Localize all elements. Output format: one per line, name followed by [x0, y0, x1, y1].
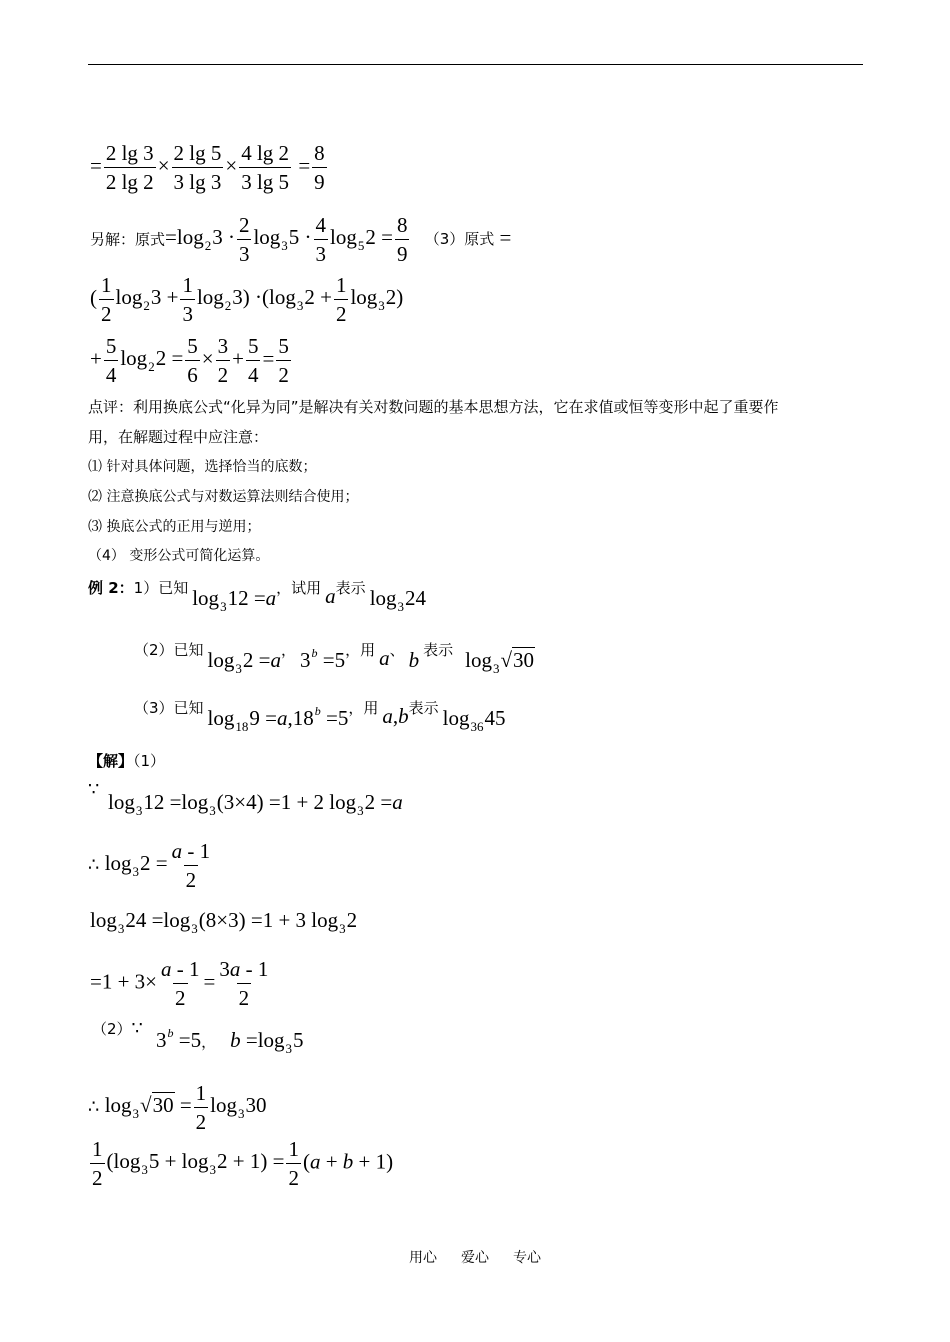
- part-3-label: （3）原式: [424, 230, 495, 249]
- equation-line-2: 另解：原式$=\log_23$ · $\frac{2}{3}$ $\log_35$ · $\frac{4}{3}$ $\log_52$ = $\frac{8}{9}$ （3）原式 =: [90, 213, 512, 266]
- solution-line-6: $\frac{1}{2}$ $(\log_35 + \log_32 + 1)$ = $\frac{1}{2}$ (a + b + 1): [92, 1137, 394, 1190]
- solution-line-3: $\log_324 =\log_3(8\times 3) =1 + 3$ $\log_32$: [90, 908, 358, 936]
- fraction: $\frac{4 \lg 2}{3 \lg 5}$: [241, 141, 290, 194]
- header-rule: [88, 64, 863, 65]
- comment-item-2: ⑵ 注意换底公式与对数运算法则结合使用；: [88, 489, 359, 505]
- comment-line-1: 点评：利用换底公式“化异为同”是解决有关对数问题的基本思想方法，它在求值或恒等变形中起了重要作: [88, 398, 779, 416]
- example-2-part-1: 例 2：1）已知 $\log_312 =a$，试用 a表示 $\log_324$: [88, 579, 427, 614]
- equation-line-4: + $\frac{5}{4}$ $\log_22$ = $\frac{5}{6}$ × $\frac{3}{2}$ + $\frac{5}{4}$ = $\frac{5}{2}$: [90, 334, 289, 387]
- page-footer: [0, 1247, 950, 1267]
- comment-item-1: ⑴ 针对具体问题，选择恰当的底数；: [88, 459, 317, 475]
- footer-text-2: 爱心: [461, 1250, 489, 1266]
- footer-text-3: 专心: [513, 1250, 541, 1266]
- solution-part-2-eq: $3^b =5$， $b =\log_35$: [156, 1026, 304, 1056]
- comment-item-4: （4） 变形公式可简化运算。: [88, 548, 270, 564]
- solution-line-4: =1 + 3× $\frac{a - 1}{2}$ = $\frac{3a - 1}{2}$: [90, 957, 269, 1010]
- comment-item-3: ⑶ 换底公式的正用与逆用；: [88, 519, 261, 535]
- solution-line-1b: $\log_312 =\log_3(3\times 4) =1 + 2$ $\log_32 =a$: [108, 790, 403, 818]
- solution-heading: 【解】（1）: [88, 752, 166, 770]
- alt-solution-label: 另解：原式: [90, 230, 166, 249]
- therefore-symbol: ∴: [88, 854, 100, 876]
- equation-line-1: = $\frac{2 \lg 3}{2 \lg 2}$ × $\frac{2 \lg 5}{3 \lg 3}$ × $\frac{4 \lg 2}{3 \lg 5}$ = $\frac{8}{9}$: [90, 141, 325, 194]
- solution-line-2: ∴ $\log_32$ = $\frac{a - 1}{2}$: [88, 839, 211, 892]
- solution-line-5: ∴ $\log_3√30$ = $\frac{1}{2}$ $\log_330$: [88, 1081, 267, 1134]
- example-2-part-2: （2）已知 $\log_32 =a$， $3^b =5$，用 a、 b 表示 $\log_3√30$: [134, 641, 535, 676]
- solution-line-1: [88, 776, 99, 801]
- fraction: $\frac{8}{9}$: [314, 141, 325, 194]
- footer-text-1: 用心: [409, 1250, 437, 1266]
- fraction: $\frac{2 \lg 5}{3 \lg 3}$: [173, 141, 222, 194]
- comment-line-2: 用，在解题过程中应注意：: [88, 428, 269, 446]
- example-2-part-3: （3）已知 $\log_{18}9 =a,18^b =5$，用 a,b表示 $\log_{36}45$: [134, 699, 506, 734]
- solution-part-2: （2）∵: [92, 1018, 143, 1039]
- example-2-label: 例 2：: [88, 579, 134, 597]
- fraction: $\frac{2 \lg 3}{2 \lg 2}$: [105, 141, 154, 194]
- equation-line-3: ( $\frac{1}{2}$ $\log_23$ + $\frac{1}{3}$ $\log_23) \cdot(\log_32$ + $\frac{1}{2}$ $\log_32$): [90, 273, 404, 326]
- because-symbol: ∵: [88, 779, 100, 800]
